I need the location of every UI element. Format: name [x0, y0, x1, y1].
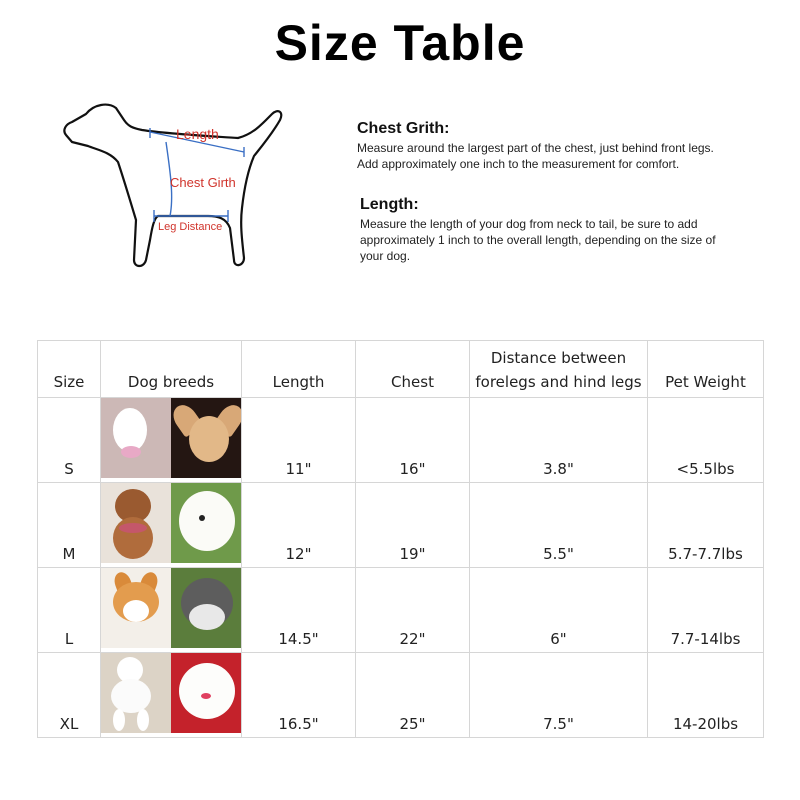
header-chest: Chest — [356, 341, 470, 398]
bichon-photo — [171, 653, 241, 733]
table-row — [38, 568, 764, 653]
chest-cell: 22" — [356, 568, 470, 653]
white-poodle-photo — [101, 653, 171, 733]
chest-heading: Chest Grith: — [357, 120, 450, 137]
chest-cell: 19" — [356, 483, 470, 568]
poodle-photo — [101, 483, 171, 563]
header-size: Size — [38, 341, 101, 398]
maltese-puppy-photo — [101, 398, 171, 478]
distance-cell: 3.8" — [470, 398, 648, 483]
size-cell: L — [38, 568, 101, 653]
chest-girth-label: Chest Girth — [170, 175, 236, 190]
chest-cell: 16" — [356, 398, 470, 483]
breed-cell — [101, 568, 242, 653]
length-text: Measure the length of your dog from neck to tail, be sure to add approximately 1 inch to the overall length, depending on the size of your dog. — [360, 217, 716, 263]
chest-cell: 25" — [356, 653, 470, 738]
length-cell: 14.5" — [242, 568, 356, 653]
chest-text: Measure around the largest part of the chest, just behind front legs. Add approximately one inch to the measurement for comfort. — [357, 141, 714, 171]
size-table — [37, 340, 764, 738]
length-heading: Length: — [360, 196, 419, 213]
pomeranian-photo — [171, 483, 241, 563]
header-length: Length — [242, 341, 356, 398]
page-title: Size Table — [274, 15, 526, 71]
length-description — [360, 196, 740, 264]
chihuahua-photo — [171, 398, 241, 478]
weight-cell: 14-20lbs — [648, 653, 764, 738]
schnauzer-photo — [171, 568, 241, 648]
header-pet-weight: Pet Weight — [648, 341, 764, 398]
dog-measurement-diagram — [58, 100, 298, 280]
breed-cell — [101, 398, 242, 483]
distance-cell: 5.5" — [470, 483, 648, 568]
table-row — [38, 653, 764, 738]
distance-cell: 7.5" — [470, 653, 648, 738]
breed-cell — [101, 483, 242, 568]
weight-cell: <5.5lbs — [648, 398, 764, 483]
table-row — [38, 398, 764, 483]
size-cell: M — [38, 483, 101, 568]
table-header-row — [38, 341, 764, 398]
size-cell: XL — [38, 653, 101, 738]
table-row — [38, 483, 764, 568]
weight-cell: 7.7-14lbs — [648, 568, 764, 653]
length-cell: 12" — [242, 483, 356, 568]
chest-description — [357, 120, 737, 172]
distance-cell: 6" — [470, 568, 648, 653]
corgi-photo — [101, 568, 171, 648]
header-distance: Distance between forelegs and hind legs — [470, 341, 648, 398]
weight-cell: 5.7-7.7lbs — [648, 483, 764, 568]
length-label: Length — [176, 126, 219, 142]
length-cell: 11" — [242, 398, 356, 483]
breed-cell — [101, 653, 242, 738]
header-dog-breeds: Dog breeds — [101, 341, 242, 398]
leg-distance-label: Leg Distance — [158, 221, 223, 233]
size-cell: S — [38, 398, 101, 483]
length-cell: 16.5" — [242, 653, 356, 738]
